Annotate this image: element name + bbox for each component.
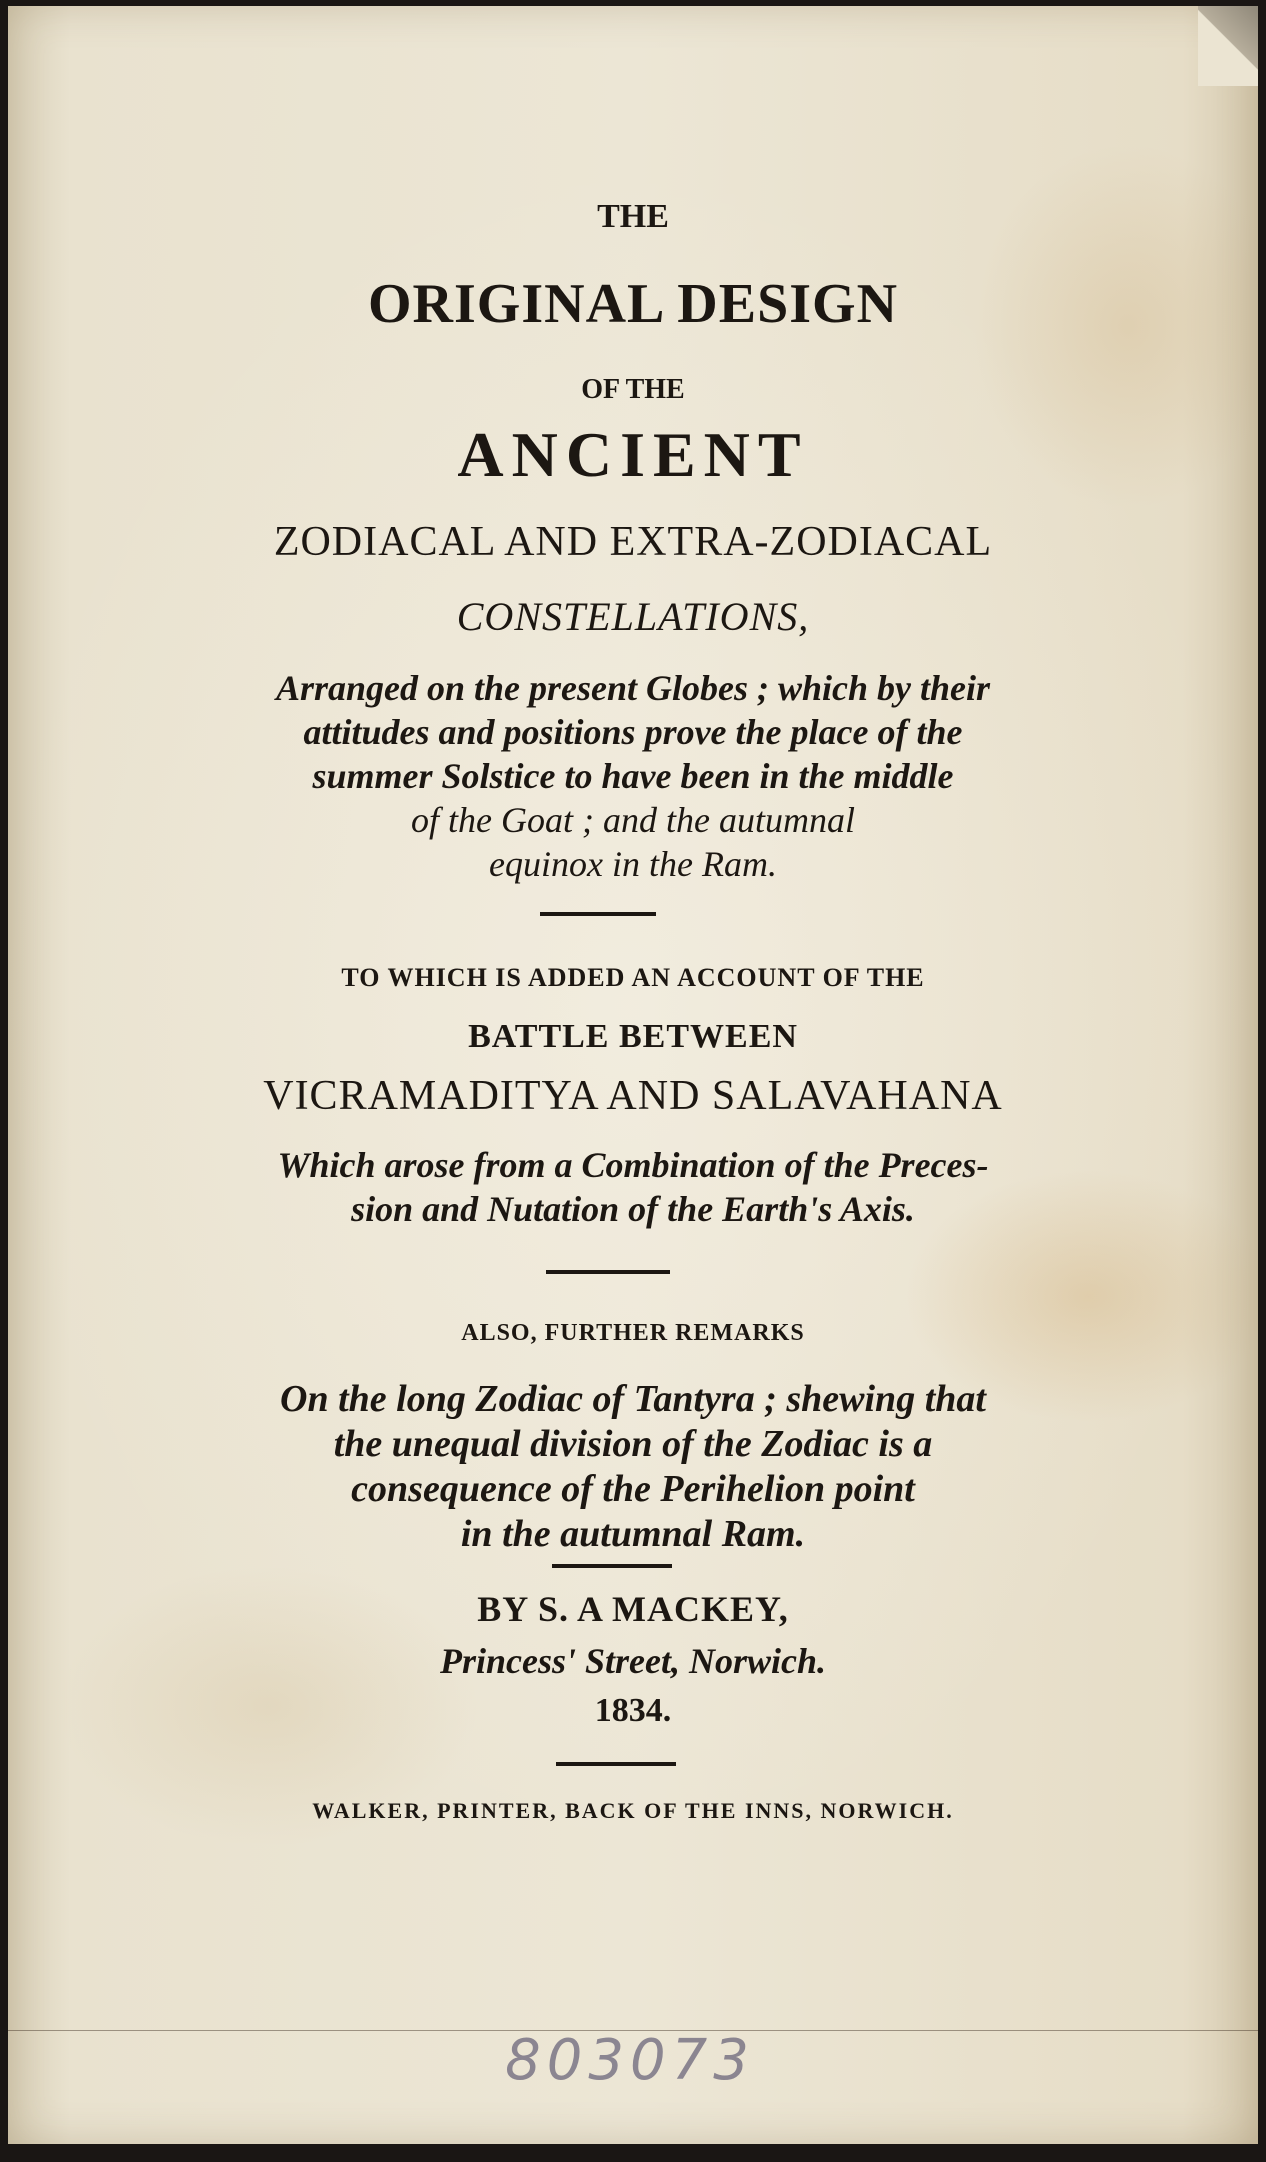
zodiac-line-4: in the autumnal Ram.	[460, 1513, 806, 1555]
arranged-line-5: equinox in the Ram.	[489, 844, 777, 884]
heading-ancient: ANCIENT	[457, 419, 809, 490]
heading-constellations: CONSTELLATIONS,	[456, 594, 810, 639]
divider-rule	[552, 1564, 672, 1568]
zodiac-line-2: the unequal division of the Zodiac is a	[333, 1423, 933, 1465]
added-account-line: TO WHICH IS ADDED AN ACCOUNT OF THE	[341, 963, 925, 992]
zodiac-line-3: consequence of the Perihelion point	[351, 1468, 915, 1510]
divider-rule	[540, 912, 656, 916]
arranged-line-1: Arranged on the present Globes ; which by their	[275, 668, 991, 708]
year-line: 1834.	[594, 1692, 672, 1729]
which-line-1: Which arose from a Combination of the Preces-	[277, 1145, 989, 1185]
heading-zodiacal: ZODIACAL AND EXTRA-ZODIACAL	[273, 519, 993, 565]
heading-battle-between: BATTLE BETWEEN	[468, 1018, 798, 1055]
divider-rule	[556, 1762, 676, 1766]
folded-corner	[1198, 6, 1258, 86]
address-line: Princess' Street, Norwich.	[439, 1641, 826, 1681]
also-further-remarks: ALSO, FURTHER REMARKS	[461, 1320, 805, 1346]
printer-line: WALKER, PRINTER, BACK OF THE INNS, NORWICH.	[312, 1798, 954, 1823]
handwritten-accession-number: 803073	[505, 2028, 755, 2093]
which-line-2: sion and Nutation of the Earth's Axis.	[351, 1189, 915, 1229]
arranged-line-4: of the Goat ; and the autumnal	[411, 800, 855, 840]
heading-of-the: OF THE	[581, 374, 685, 405]
arranged-line-3: summer Solstice to have been in the middle	[312, 756, 954, 796]
author-line: BY S. A MACKEY,	[477, 1589, 789, 1629]
divider-rule	[546, 1270, 670, 1274]
heading-the: THE	[597, 198, 669, 235]
zodiac-line-1: On the long Zodiac of Tantyra ; shewing that	[280, 1378, 986, 1420]
heading-vicramaditya: VICRAMADITYA AND SALAVAHANA	[263, 1073, 1003, 1119]
arranged-line-2: attitudes and positions prove the place of the	[303, 712, 963, 752]
heading-original-design: ORIGINAL DESIGN	[367, 273, 899, 335]
